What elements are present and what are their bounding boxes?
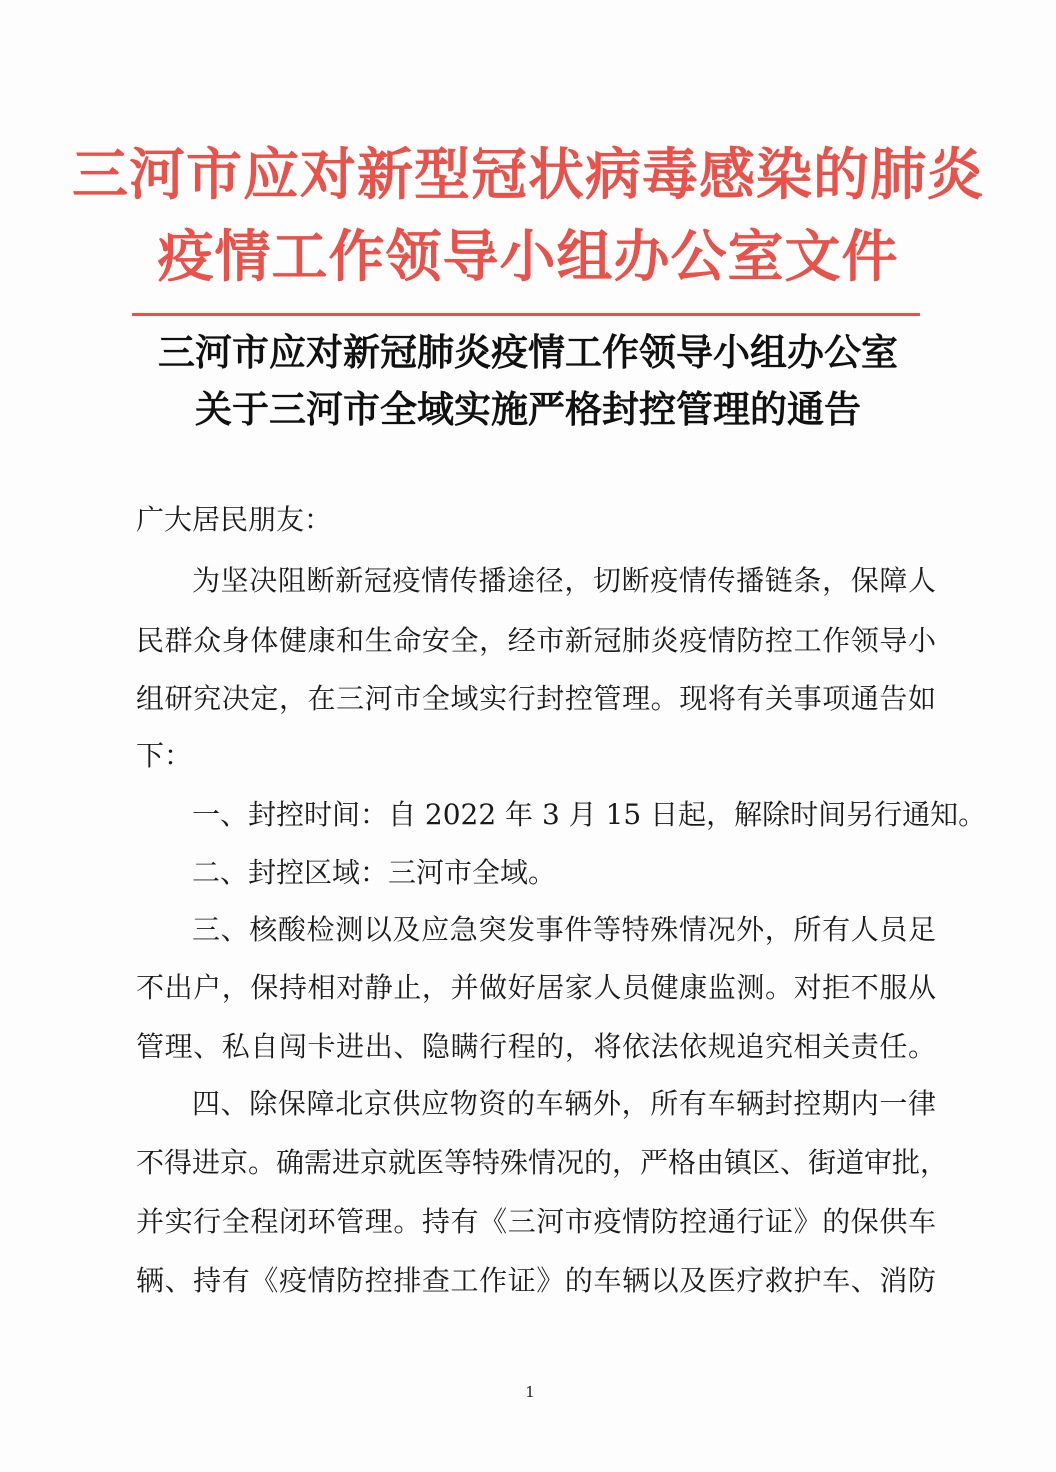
item-1-line-1: 一、封控时间：自 2022 年 3 月 15 日起，解除时间另行通知。 — [192, 798, 987, 831]
document-title-line-2: 关于三河市全域实施严格封控管理的通告 — [195, 388, 861, 431]
item-3-line-3: 管理、私自闯卡进出、隐瞒行程的，将依法依规追究相关责任。 — [136, 1030, 936, 1063]
paragraph-1-line-1: 为坚决阻断新冠疫情传播途径，切断疫情传播链条，保障人 — [192, 564, 936, 597]
red-header-line-2: 疫情工作领导小组办公室文件 — [157, 225, 899, 290]
item-4-line-1: 四、除保障北京供应物资的车辆外，所有车辆封控期内一律 — [192, 1087, 936, 1120]
red-separator-rule — [132, 313, 920, 316]
salutation: 广大居民朋友： — [136, 503, 333, 536]
paragraph-1-line-3: 组研究决定，在三河市全域实行封控管理。现将有关事项通告如 — [136, 682, 936, 715]
paragraph-1-line-2: 民群众身体健康和生命安全，经市新冠肺炎疫情防控工作领导小 — [136, 624, 936, 657]
item-2-line-1: 二、封控区域：三河市全域。 — [192, 856, 557, 889]
paragraph-1-line-4: 下： — [136, 739, 193, 772]
document-title-line-1: 三河市应对新冠肺炎疫情工作领导小组办公室 — [158, 331, 898, 374]
red-header-line-1: 三河市应对新型冠状病毒感染的肺炎 — [72, 143, 984, 208]
item-4-line-3: 并实行全程闭环管理。持有《三河市疫情防控通行证》的保供车 — [136, 1205, 936, 1238]
item-4-line-2: 不得进京。确需进京就医等特殊情况的，严格由镇区、街道审批， — [136, 1146, 949, 1179]
item-4-line-4: 辆、持有《疫情防控排查工作证》的车辆以及医疗救护车、消防 — [136, 1264, 936, 1297]
item-3-line-2: 不出户，保持相对静止，并做好居家人员健康监测。对拒不服从 — [136, 971, 936, 1004]
page-number: 1 — [525, 1383, 535, 1401]
item-3-line-1: 三、核酸检测以及应急突发事件等特殊情况外，所有人员足 — [192, 913, 936, 946]
